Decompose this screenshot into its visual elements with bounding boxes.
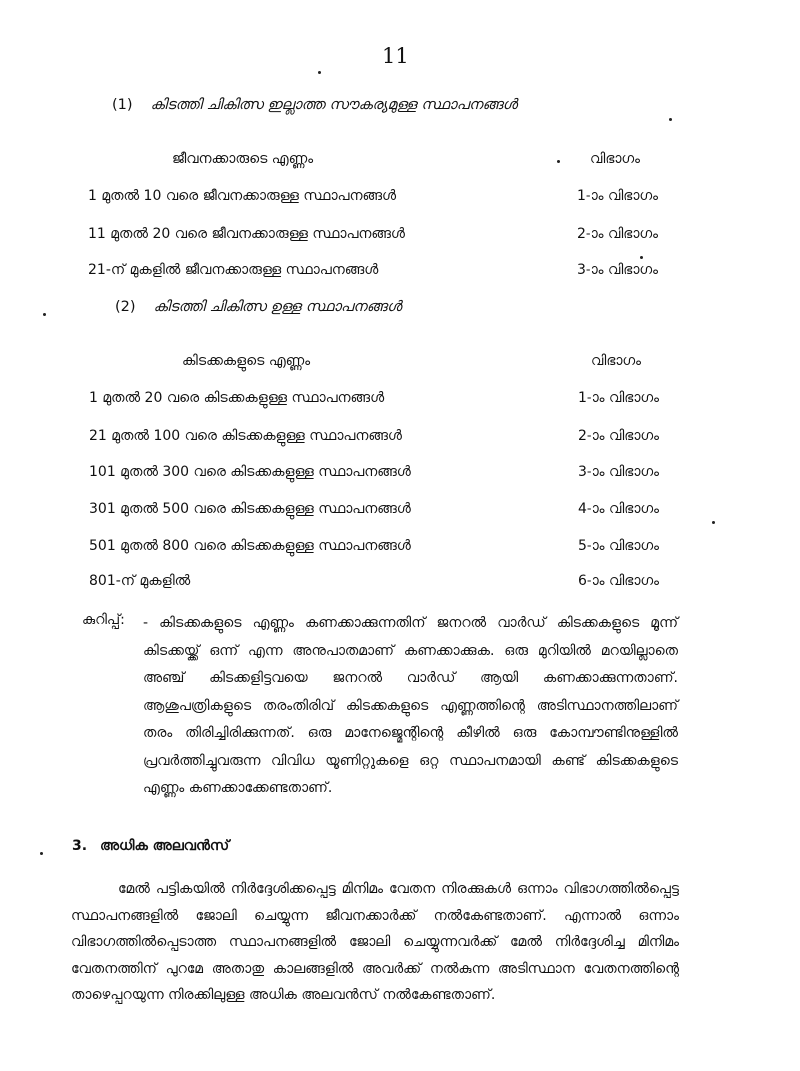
section3-number: 3. [72,838,88,854]
section2-heading [115,299,402,315]
scan-speck [318,71,321,74]
section1-col-right: വിഭാഗം [590,151,641,167]
section2-row-range: 301 മുതൽ 500 വരെ കിടക്കകളുള്ള സ്ഥാപനങ്ങൾ [89,501,411,517]
section1-col-left: ജീവനക്കാരുടെ എണ്ണം [172,151,314,167]
scan-speck [669,118,672,121]
scan-speck [712,521,715,524]
section2-row-range: 501 മുതൽ 800 വരെ കിടക്കകളുള്ള സ്ഥാപനങ്ങൾ [89,538,411,554]
section2-col-left: കിടക്കകളുടെ എണ്ണം [182,353,311,369]
section2-row-range: 101 മുതൽ 300 വരെ കിടക്കകളുള്ള സ്ഥാപനങ്ങൾ [89,464,411,480]
note-body: - കിടക്കകളുടെ എണ്ണം കണക്കാക്കുന്നതിന് ജനറൽ വാർഡ് കിടക്കകളുടെ മൂന്ന് കിടക്കയ്ക്ക് ഒന്ന് എന്ന അനുപാതമാണ് കണക്കാക്കുക. ഒരു മുറിയിൽ മറയില്ലാതെ അഞ്ച് കിടക്കളിട്ടവയെ ജനറൽ വാർഡ് ആയി കണക്കാക്കുന്നതാണ്. ആശുപത്രികളുടെ തരംതിരിവ് കിടക്കകളുടെ എണ്ണത്തിന്റെ അടിസ്ഥാനത്തിലാണ് തരം തിരിച്ചിരിക്കുന്നത്. ഒരു മാനേജ്മെന്റിന്റെ കീഴിൽ ഒരു കോമ്പൗണ്ടിനുള്ളിൽ പ്രവർത്തിച്ചുവരുന്ന വിവിധ യൂണിറ്റുകളെ ഒറ്റ സ്ഥാപനമായി കണ്ട് കിടക്കകളുടെ എണ്ണം കണക്കാക്കേണ്ടതാണ്. [143,615,678,796]
section2-row-category: 2-ാം വിഭാഗം [578,428,660,444]
section1-heading [112,97,517,113]
section2-title: കിടത്തി ചികിത്സ ഉള്ള സ്ഥാപനങ്ങൾ [153,299,402,315]
section2-row-category: 6-ാം വിഭാഗം [578,573,660,589]
section1-row-category: 1-ാം വിഭാഗം [577,188,659,204]
scan-speck [43,313,46,316]
section2-row-category: 5-ാം വിഭാഗം [578,538,660,554]
section2-row-category: 4-ാം വിഭാഗം [578,501,660,517]
scan-speck [40,852,43,855]
section2-col-right: വിഭാഗം [591,353,642,369]
section1-title: കിടത്തി ചികിത്സ ഇല്ലാത്ത സൗകര്യമുള്ള സ്ഥാപനങ്ങൾ [150,97,518,113]
section1-number: (1) [112,97,133,113]
section3-body: മേൽ പട്ടികയിൽ നിർദ്ദേശിക്കപ്പെട്ട മിനിമം വേതന നിരക്കുകൾ ഒന്നാം വിഭാഗത്തിൽപ്പെട്ട സ്ഥാപനങ്ങളിൽ ജോലി ചെയ്യുന്ന ജീവനക്കാർക്ക് നൽകേണ്ടതാണ്. എന്നാൽ ഒന്നാം വിഭാഗത്തിൽപ്പെടാത്ത സ്ഥാപനങ്ങളിൽ ജോലി ചെയ്യുന്നവർക്ക് മേൽ നിർദ്ദേശിച്ച മിനിമം വേതനത്തിന് പുറമേ അതാതു കാലങ്ങളിൽ അവർക്ക് നൽകുന്ന അടിസ്ഥാന വേതനത്തിന്റെ താഴെപ്പറയുന്ന നിരക്കിലുള്ള അധിക അലവൻസ് നൽകേണ്ടതാണ്. [71,881,679,1003]
scan-speck [640,256,643,259]
section3-title: അധിക അലവൻസ് [99,838,230,854]
section2-number: (2) [115,299,136,315]
note-label: കുറിപ്പ്: [82,612,125,628]
scan-speck [557,160,560,163]
page-number: 11 [382,44,409,68]
section1-row-category: 3-ാം വിഭാഗം [577,262,659,278]
section1-row-range: 1 മുതൽ 10 വരെ ജീവനക്കാരുള്ള സ്ഥാപനങ്ങൾ [88,188,397,204]
section3-heading [72,838,229,854]
section2-row-range: 21 മുതൽ 100 വരെ കിടക്കകളുള്ള സ്ഥാപനങ്ങൾ [89,428,402,444]
section1-row-category: 2-ാം വിഭാഗം [577,226,659,242]
section2-row-category: 3-ാം വിഭാഗം [578,464,660,480]
section1-row-range: 21-ന് മുകളിൽ ജീവനക്കാരുള്ള സ്ഥാപനങ്ങൾ [88,262,379,278]
section2-row-range: 801-ന് മുകളിൽ [89,573,191,589]
section2-row-range: 1 മുതൽ 20 വരെ കിടക്കകളുള്ള സ്ഥാപനങ്ങൾ [89,390,385,406]
section1-row-range: 11 മുതൽ 20 വരെ ജീവനക്കാരുള്ള സ്ഥാപനങ്ങൾ [88,226,405,242]
section2-row-category: 1-ാം വിഭാഗം [578,390,660,406]
